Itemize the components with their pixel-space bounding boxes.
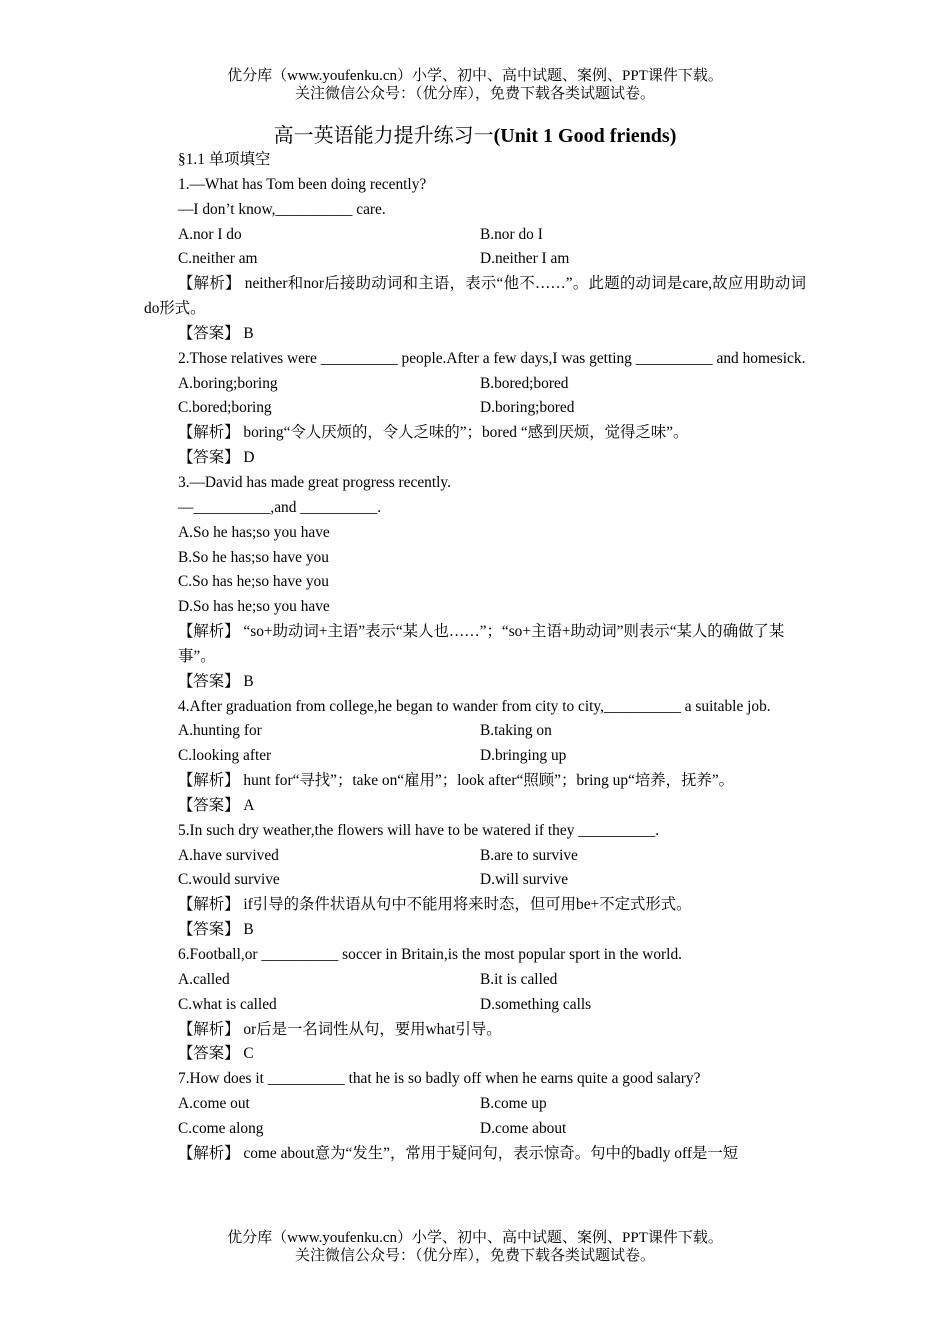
- question-stem: 6.Football,or __________ soccer in Britain,is the most popular sport in the world.: [178, 946, 682, 963]
- question-2: [144, 347, 806, 471]
- option-d: D.will survive: [480, 871, 569, 889]
- header-line-1: 优分库（www.youfenku.cn）小学、初中、高中试题、案例、PPT课件下载。: [227, 68, 723, 84]
- option-row: [178, 868, 806, 893]
- option-row: [178, 844, 806, 869]
- page-footer: [0, 1229, 950, 1265]
- question-stem: 3.—David has made great progress recently.: [178, 473, 451, 491]
- option-d: D.neither I am: [480, 250, 570, 268]
- option-c: C.So has he;so have you: [178, 573, 329, 591]
- option-c: C.bored;boring: [178, 399, 272, 417]
- analysis: 【解析】 neither和nor后接助动词和主语，表示“他不……”。此题的动词是care,故应用助动词do形式。: [144, 275, 806, 318]
- answer: 【答案】 B: [178, 672, 254, 690]
- option-row: [178, 1117, 806, 1142]
- analysis: 【解析】 come about意为“发生”，常用于疑问句，表示惊奇。句中的badly off是一短: [178, 1144, 739, 1162]
- option-a: A.come out: [178, 1095, 250, 1113]
- option-b: B.come up: [480, 1095, 547, 1113]
- option-b: B.taking on: [480, 722, 552, 740]
- option-b: B.are to survive: [480, 846, 578, 864]
- option-a: A.boring;boring: [178, 374, 278, 392]
- question-5: [144, 819, 806, 943]
- answer: 【答案】 B: [178, 921, 254, 939]
- analysis: 【解析】 boring“令人厌烦的，令人乏味的”；bored “感到厌烦，觉得乏味”。: [178, 424, 689, 442]
- option-row: [178, 993, 806, 1018]
- title-en: (Unit 1 Good friends): [493, 125, 677, 147]
- section-heading: §1.1 单项填空: [178, 151, 271, 168]
- option-b: B.So he has;so have you: [178, 548, 329, 566]
- option-row: [178, 247, 806, 272]
- answer: 【答案】 B: [178, 324, 254, 342]
- analysis: 【解析】 hunt for“寻找”；take on“雇用”；look after“照顾”；bring up“培养，抚养”。: [178, 772, 735, 790]
- question-stem: —__________,and __________.: [178, 498, 382, 516]
- analysis: 【解析】 “so+助动词+主语”表示“某人也……”；“so+主语+助动词”则表示“某人的确做了某事”。: [178, 623, 785, 665]
- question-4: [144, 695, 806, 819]
- question-stem: 4.After graduation from college,he began to wander from city to city,__________ a suitable job.: [178, 697, 771, 715]
- page-header: [0, 67, 950, 103]
- option-row: [178, 396, 806, 421]
- option-d: D.boring;bored: [480, 399, 575, 417]
- question-stem: 1.—What has Tom been doing recently?: [178, 175, 427, 193]
- option-c: C.neither am: [178, 250, 258, 268]
- answer: 【答案】 D: [178, 449, 255, 467]
- option-b: B.bored;bored: [480, 374, 569, 392]
- answer: 【答案】 C: [178, 1045, 254, 1063]
- option-row: [178, 744, 806, 769]
- option-row: [178, 372, 806, 397]
- footer-line-1: 优分库（www.youfenku.cn）小学、初中、高中试题、案例、PPT课件下载。: [227, 1230, 723, 1246]
- question-3: [144, 471, 806, 695]
- header-line-2: 关注微信公众号：（优分库），免费下载各类试题试卷。: [294, 86, 655, 102]
- page-title: [144, 122, 806, 150]
- question-stem: —I don’t know,__________ care.: [178, 200, 386, 218]
- question-1: [144, 173, 806, 347]
- question-stem: 2.Those relatives were __________ people.After a few days,I was getting __________ and homesick.: [178, 349, 806, 367]
- option-a: A.hunting for: [178, 722, 262, 740]
- option-c: C.what is called: [178, 995, 277, 1013]
- option-row: [178, 223, 806, 248]
- option-c: C.looking after: [178, 747, 272, 765]
- question-6: [144, 943, 806, 1067]
- option-row: [178, 1092, 806, 1117]
- option-d: D.something calls: [480, 995, 592, 1013]
- question-stem: 5.In such dry weather,the flowers will have to be watered if they __________.: [178, 821, 660, 839]
- answer: 【答案】 A: [178, 796, 255, 814]
- footer-line-2: 关注微信公众号：（优分库），免费下载各类试题试卷。: [294, 1248, 655, 1264]
- option-row: [178, 719, 806, 744]
- question-7: [144, 1067, 806, 1166]
- option-c: C.would survive: [178, 871, 280, 889]
- option-a: A.So he has;so you have: [178, 523, 330, 541]
- option-a: A.have survived: [178, 846, 279, 864]
- option-a: A.nor I do: [178, 225, 242, 243]
- option-d: D.So has he;so you have: [178, 598, 330, 616]
- option-d: D.bringing up: [480, 747, 567, 765]
- analysis: 【解析】 or后是一名词性从句，要用what引导。: [178, 1020, 502, 1038]
- option-c: C.come along: [178, 1119, 264, 1137]
- title-cn: 高一英语能力提升练习一: [273, 125, 494, 147]
- option-a: A.called: [178, 970, 230, 988]
- question-stem: 7.How does it __________ that he is so badly off when he earns quite a good salary?: [178, 1070, 701, 1088]
- option-b: B.it is called: [480, 970, 558, 988]
- option-b: B.nor do I: [480, 225, 543, 243]
- option-row: [178, 968, 806, 993]
- option-d: D.come about: [480, 1119, 567, 1137]
- analysis: 【解析】 if引导的条件状语从句中不能用将来时态，但可用be+不定式形式。: [178, 896, 692, 914]
- document-body: [144, 122, 806, 1167]
